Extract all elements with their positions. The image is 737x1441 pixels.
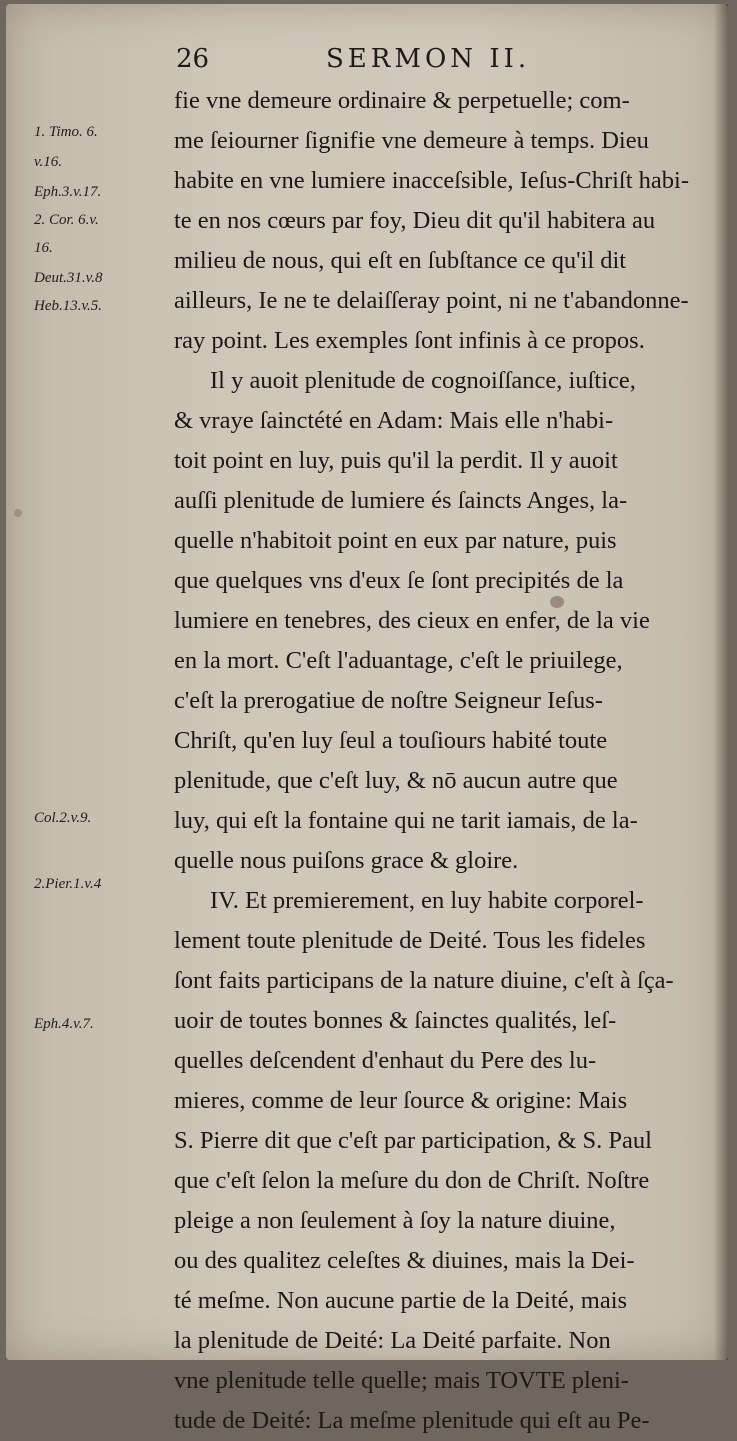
text-line: lement toute plenitude de Deité. Tous les fideles [174,927,646,954]
text-line: toit point en luy, puis qu'il la perdit. Il y auoit [174,447,618,474]
margin-note: Eph.4.v.7. [34,1016,94,1032]
text-line: que c'eſt ſelon la meſure du don de Chriſt. Noſtre [174,1167,650,1194]
text-line: luy, qui eſt la fontaine qui ne tarit iamais, de la- [174,807,638,834]
text-line: ou des qualitez celeſtes & diuines, mais la Dei- [174,1247,635,1274]
text-line: quelles deſcendent d'enhaut du Pere des lu- [174,1047,597,1074]
text-line: ailleurs, Ie ne te delaiſſeray point, ni ne t'abandonne- [174,287,689,314]
text-line: & vraye ſainctété en Adam: Mais elle n'habi- [174,407,614,434]
text-line: c'eſt la prerogatiue de noſtre Seigneur Ieſus- [174,687,603,714]
text-line: en la mort. C'eſt l'aduantage, c'eſt le priuilege, [174,647,623,674]
body-text [174,81,720,1441]
text-line: ſont faits participans de la nature diuine, c'eſt à ſça- [174,967,674,994]
text-line: auſſi plenitude de lumiere és ſaincts Anges, la- [174,487,628,514]
text-line: quelle nous puiſons grace & gloire. [174,847,519,874]
text-line: te en nos cœurs par foy, Dieu dit qu'il habitera au [174,207,656,234]
text-line: Il y auoit plenitude de cognoiſſance, iuſtice, [210,367,636,394]
margin-note: 16. [34,240,53,256]
text-line: S. Pierre dit que c'eſt par participation, & S. Paul [174,1127,652,1154]
page-number: 26 [176,44,210,74]
text-line: la plenitude de Deité: La Deité parfaite. Non [174,1327,611,1354]
text-line: IV. Et premierement, en luy habite corporel- [210,887,644,914]
margin-note: Col.2.v.9. [34,810,92,826]
text-line: me ſeiourner ſignifie vne demeure à temps. Dieu [174,127,649,154]
page-header [166,44,726,80]
text-line: ray point. Les exemples ſont infinis à ce propos. [174,327,645,354]
margin-note: Eph.3.v.17. [34,184,102,200]
text-line: que quelques vns d'eux ſe ſont precipités de la [174,567,624,594]
margin-note: Heb.13.v.5. [34,298,103,314]
text-line: habite en vne lumiere inacceſsible, Ieſus-Chriſt habi- [174,167,689,194]
ink-stain [14,509,22,517]
margin-note: v.16. [34,154,63,170]
text-line: tude de Deité: La meſme plenitude qui eſt au Pe- [174,1407,650,1434]
margin-note: 2. Cor. 6.v. [34,212,99,228]
text-line: uoir de toutes bonnes & ſainctes qualités, leſ- [174,1007,617,1034]
text-line: mieres, comme de leur ſource & origine: Mais [174,1087,628,1114]
running-title: SERMON II. [326,44,531,74]
text-line: lumiere en tenebres, des cieux en enfer, de la vie [174,607,650,634]
text-line: milieu de nous, qui eſt en ſubſtance ce qu'il dit [174,247,627,274]
text-line: plenitude, que c'eſt luy, & nō aucun autre que [174,767,618,794]
margin-note: Deut.31.v.8 [34,270,103,286]
margin-note: 1. Timo. 6. [34,124,98,140]
text-line: fie vne demeure ordinaire & perpetuelle; com- [174,87,630,114]
text-line: vne plenitude telle quelle; mais TOVTE pleni- [174,1367,629,1394]
text-line: Chriſt, qu'en luy ſeul a touſiours habité toute [174,727,608,754]
margin-note: 2.Pier.1.v.4 [34,876,102,892]
text-line: pleige a non ſeulement à ſoy la nature diuine, [174,1207,616,1234]
text-line: té meſme. Non aucune partie de la Deité, mais [174,1287,628,1314]
text-line: quelle n'habitoit point en eux par nature, puis [174,527,617,554]
book-page [6,4,728,1434]
